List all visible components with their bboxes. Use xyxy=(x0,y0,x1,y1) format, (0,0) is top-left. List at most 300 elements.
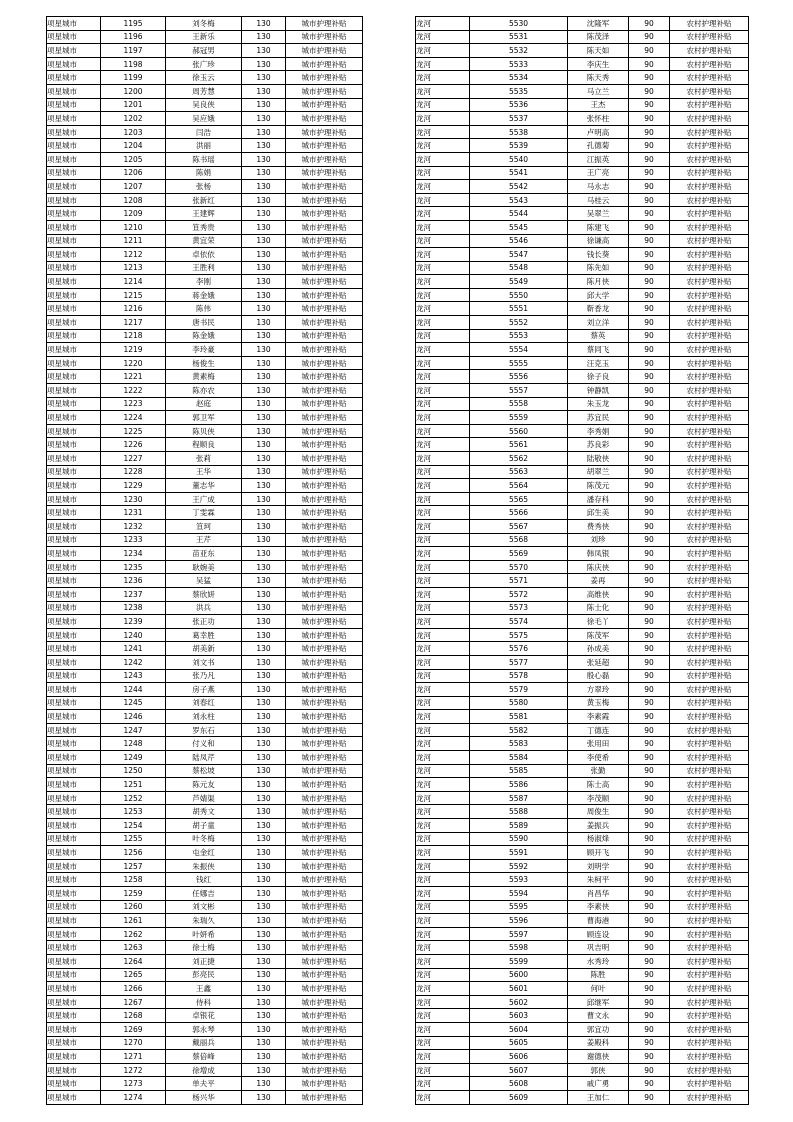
table-row xyxy=(47,452,363,466)
amount-cell: 90 xyxy=(629,655,670,669)
amount-cell: 90 xyxy=(629,479,670,493)
area-cell: 项星城市 xyxy=(47,819,101,833)
name-cell: 曹文永 xyxy=(568,1009,629,1023)
table-row xyxy=(47,778,363,792)
subsidy-type-cell: 城市护理补贴 xyxy=(286,615,363,629)
subsidy-type-cell: 城市护理补贴 xyxy=(286,207,363,221)
area-cell: 龙河 xyxy=(416,452,470,466)
area-cell: 项星城市 xyxy=(47,968,101,982)
number-cell: 5603 xyxy=(470,1009,568,1023)
table-row xyxy=(47,98,363,112)
area-cell: 龙河 xyxy=(416,220,470,234)
table-row xyxy=(416,696,749,710)
name-cell: 朱玉龙 xyxy=(568,397,629,411)
subsidy-type-cell: 城市护理补贴 xyxy=(286,669,363,683)
number-cell: 5582 xyxy=(470,723,568,737)
subsidy-type-cell: 农村护理补贴 xyxy=(670,166,749,180)
amount-cell: 90 xyxy=(629,710,670,724)
amount-cell: 130 xyxy=(242,560,286,574)
area-cell: 项星城市 xyxy=(47,1063,101,1077)
number-cell: 1274 xyxy=(101,1090,166,1104)
subsidy-type-cell: 农村护理补贴 xyxy=(670,316,749,330)
area-cell: 龙河 xyxy=(416,71,470,85)
amount-cell: 130 xyxy=(242,805,286,819)
number-cell: 5562 xyxy=(470,452,568,466)
table-row xyxy=(416,275,749,289)
amount-cell: 90 xyxy=(629,642,670,656)
amount-cell: 130 xyxy=(242,615,286,629)
amount-cell: 90 xyxy=(629,628,670,642)
table-row xyxy=(416,954,749,968)
subsidy-type-cell: 城市护理补贴 xyxy=(286,968,363,982)
number-cell: 1272 xyxy=(101,1063,166,1077)
table-row xyxy=(47,873,363,887)
area-cell: 龙河 xyxy=(416,587,470,601)
table-row xyxy=(416,710,749,724)
table-row xyxy=(47,628,363,642)
name-cell: 徐玉云 xyxy=(166,71,242,85)
table-row xyxy=(416,125,749,139)
amount-cell: 130 xyxy=(242,819,286,833)
amount-cell: 90 xyxy=(629,819,670,833)
subsidy-type-cell: 农村护理补贴 xyxy=(670,968,749,982)
amount-cell: 130 xyxy=(242,547,286,561)
number-cell: 5597 xyxy=(470,927,568,941)
name-cell: 罗东石 xyxy=(166,723,242,737)
area-cell: 龙河 xyxy=(416,710,470,724)
number-cell: 1206 xyxy=(101,166,166,180)
amount-cell: 90 xyxy=(629,832,670,846)
table-row xyxy=(47,479,363,493)
area-cell: 龙河 xyxy=(416,492,470,506)
name-cell: 李素侠 xyxy=(568,900,629,914)
subsidy-type-cell: 农村护理补贴 xyxy=(670,655,749,669)
area-cell: 龙河 xyxy=(416,533,470,547)
table-row xyxy=(47,438,363,452)
amount-cell: 90 xyxy=(629,384,670,398)
area-cell: 龙河 xyxy=(416,180,470,194)
area-cell: 龙河 xyxy=(416,112,470,126)
name-cell: 房子燕 xyxy=(166,683,242,697)
subsidy-type-cell: 城市护理补贴 xyxy=(286,954,363,968)
table-row xyxy=(47,1050,363,1064)
subsidy-type-cell: 城市护理补贴 xyxy=(286,819,363,833)
subsidy-type-cell: 农村护理补贴 xyxy=(670,710,749,724)
amount-cell: 130 xyxy=(242,751,286,765)
name-cell: 屯金红 xyxy=(166,846,242,860)
number-cell: 1198 xyxy=(101,57,166,71)
name-cell: 单夫平 xyxy=(166,1077,242,1091)
subsidy-type-cell: 农村护理补贴 xyxy=(670,492,749,506)
name-cell: 徐子良 xyxy=(568,370,629,384)
area-cell: 龙河 xyxy=(416,1063,470,1077)
number-cell: 1202 xyxy=(101,112,166,126)
number-cell: 1259 xyxy=(101,887,166,901)
table-row xyxy=(416,751,749,765)
table-row xyxy=(416,1050,749,1064)
name-cell: 胡美新 xyxy=(166,642,242,656)
name-cell: 张广珍 xyxy=(166,57,242,71)
number-cell: 1247 xyxy=(101,723,166,737)
amount-cell: 90 xyxy=(629,1022,670,1036)
area-cell: 龙河 xyxy=(416,547,470,561)
table-row xyxy=(47,560,363,574)
amount-cell: 90 xyxy=(629,696,670,710)
subsidy-type-cell: 城市护理补贴 xyxy=(286,492,363,506)
table-row xyxy=(416,492,749,506)
amount-cell: 90 xyxy=(629,900,670,914)
table-row xyxy=(416,819,749,833)
subsidy-type-cell: 城市护理补贴 xyxy=(286,1036,363,1050)
name-cell: 刘明学 xyxy=(568,859,629,873)
table-row xyxy=(47,30,363,44)
table-row xyxy=(47,384,363,398)
number-cell: 1208 xyxy=(101,193,166,207)
subsidy-type-cell: 农村护理补贴 xyxy=(670,1090,749,1104)
subsidy-type-cell: 农村护理补贴 xyxy=(670,465,749,479)
area-cell: 龙河 xyxy=(416,819,470,833)
name-cell: 丁德连 xyxy=(568,723,629,737)
name-cell: 张怀柱 xyxy=(568,112,629,126)
number-cell: 1215 xyxy=(101,288,166,302)
amount-cell: 90 xyxy=(629,17,670,31)
area-cell: 项星城市 xyxy=(47,683,101,697)
name-cell: 苏良彩 xyxy=(568,438,629,452)
number-cell: 5576 xyxy=(470,642,568,656)
area-cell: 项星城市 xyxy=(47,560,101,574)
subsidy-type-cell: 农村护理补贴 xyxy=(670,343,749,357)
number-cell: 5532 xyxy=(470,44,568,58)
amount-cell: 130 xyxy=(242,900,286,914)
area-cell: 项星城市 xyxy=(47,615,101,629)
number-cell: 5558 xyxy=(470,397,568,411)
subsidy-type-cell: 农村护理补贴 xyxy=(670,778,749,792)
table-row xyxy=(416,574,749,588)
table-row xyxy=(47,84,363,98)
amount-cell: 90 xyxy=(629,751,670,765)
amount-cell: 90 xyxy=(629,261,670,275)
name-cell: 靳香龙 xyxy=(568,302,629,316)
amount-cell: 130 xyxy=(242,17,286,31)
subsidy-type-cell: 农村护理补贴 xyxy=(670,751,749,765)
area-cell: 龙河 xyxy=(416,968,470,982)
subsidy-type-cell: 城市护理补贴 xyxy=(286,57,363,71)
subsidy-type-cell: 城市护理补贴 xyxy=(286,84,363,98)
subsidy-type-cell: 农村护理补贴 xyxy=(670,1077,749,1091)
name-cell: 苏宜民 xyxy=(568,411,629,425)
area-cell: 龙河 xyxy=(416,17,470,31)
number-cell: 5573 xyxy=(470,601,568,615)
table-row xyxy=(47,846,363,860)
amount-cell: 130 xyxy=(242,98,286,112)
subsidy-type-cell: 农村护理补贴 xyxy=(670,275,749,289)
table-row xyxy=(47,1009,363,1023)
number-cell: 5586 xyxy=(470,778,568,792)
name-cell: 曹海港 xyxy=(568,914,629,928)
subsidy-type-cell: 城市护理补贴 xyxy=(286,533,363,547)
subsidy-type-cell: 城市护理补贴 xyxy=(286,1050,363,1064)
number-cell: 5535 xyxy=(470,84,568,98)
number-cell: 1256 xyxy=(101,846,166,860)
name-cell: 苗亚东 xyxy=(166,547,242,561)
subsidy-type-cell: 城市护理补贴 xyxy=(286,152,363,166)
area-cell: 项星城市 xyxy=(47,343,101,357)
table-row xyxy=(416,968,749,982)
subsidy-type-cell: 城市护理补贴 xyxy=(286,220,363,234)
amount-cell: 130 xyxy=(242,44,286,58)
table-row xyxy=(416,316,749,330)
area-cell: 项星城市 xyxy=(47,465,101,479)
number-cell: 5566 xyxy=(470,506,568,520)
number-cell: 5563 xyxy=(470,465,568,479)
table-row xyxy=(416,44,749,58)
subsidy-type-cell: 农村护理补贴 xyxy=(670,601,749,615)
name-cell: 马桂云 xyxy=(568,193,629,207)
subsidy-type-cell: 农村护理补贴 xyxy=(670,533,749,547)
table-row xyxy=(416,927,749,941)
number-cell: 5542 xyxy=(470,180,568,194)
area-cell: 项星城市 xyxy=(47,914,101,928)
amount-cell: 90 xyxy=(629,71,670,85)
amount-cell: 90 xyxy=(629,329,670,343)
number-cell: 5604 xyxy=(470,1022,568,1036)
table-row xyxy=(47,44,363,58)
number-cell: 1249 xyxy=(101,751,166,765)
area-cell: 龙河 xyxy=(416,764,470,778)
subsidy-type-cell: 农村护理补贴 xyxy=(670,1036,749,1050)
table-row xyxy=(47,751,363,765)
area-cell: 龙河 xyxy=(416,982,470,996)
area-cell: 项星城市 xyxy=(47,764,101,778)
table-row xyxy=(416,166,749,180)
number-cell: 5538 xyxy=(470,125,568,139)
amount-cell: 130 xyxy=(242,139,286,153)
subsidy-type-cell: 城市护理补贴 xyxy=(286,1022,363,1036)
area-cell: 项星城市 xyxy=(47,954,101,968)
number-cell: 5581 xyxy=(470,710,568,724)
name-cell: 巩吉明 xyxy=(568,941,629,955)
amount-cell: 130 xyxy=(242,791,286,805)
area-cell: 项星城市 xyxy=(47,628,101,642)
number-cell: 1232 xyxy=(101,519,166,533)
table-row xyxy=(416,261,749,275)
amount-cell: 130 xyxy=(242,1050,286,1064)
number-cell: 5587 xyxy=(470,791,568,805)
area-cell: 龙河 xyxy=(416,57,470,71)
number-cell: 1205 xyxy=(101,152,166,166)
number-cell: 1197 xyxy=(101,44,166,58)
name-cell: 蒋金娥 xyxy=(166,288,242,302)
number-cell: 5560 xyxy=(470,424,568,438)
area-cell: 项星城市 xyxy=(47,316,101,330)
area-cell: 龙河 xyxy=(416,275,470,289)
amount-cell: 130 xyxy=(242,628,286,642)
subsidy-type-cell: 城市护理补贴 xyxy=(286,234,363,248)
number-cell: 1252 xyxy=(101,791,166,805)
table-row xyxy=(47,370,363,384)
amount-cell: 130 xyxy=(242,696,286,710)
name-cell: 孙成美 xyxy=(568,642,629,656)
subsidy-type-cell: 城市护理补贴 xyxy=(286,370,363,384)
name-cell: 陈月侠 xyxy=(568,275,629,289)
number-cell: 1271 xyxy=(101,1050,166,1064)
number-cell: 5588 xyxy=(470,805,568,819)
subsidy-type-cell: 农村护理补贴 xyxy=(670,859,749,873)
number-cell: 1231 xyxy=(101,506,166,520)
name-cell: 何叶 xyxy=(568,982,629,996)
name-cell: 陈先如 xyxy=(568,261,629,275)
number-cell: 1237 xyxy=(101,587,166,601)
name-cell: 徐增成 xyxy=(166,1063,242,1077)
subsidy-type-cell: 城市护理补贴 xyxy=(286,995,363,1009)
amount-cell: 130 xyxy=(242,302,286,316)
name-cell: 吴翠兰 xyxy=(568,207,629,221)
area-cell: 项星城市 xyxy=(47,139,101,153)
amount-cell: 90 xyxy=(629,465,670,479)
area-cell: 龙河 xyxy=(416,914,470,928)
amount-cell: 90 xyxy=(629,859,670,873)
name-cell: 郝冠男 xyxy=(166,44,242,58)
amount-cell: 90 xyxy=(629,574,670,588)
name-cell: 杨兴华 xyxy=(166,1090,242,1104)
area-cell: 龙河 xyxy=(416,166,470,180)
name-cell: 汪克玉 xyxy=(568,356,629,370)
amount-cell: 130 xyxy=(242,778,286,792)
name-cell: 洪丽 xyxy=(166,139,242,153)
area-cell: 龙河 xyxy=(416,954,470,968)
name-cell: 卢明高 xyxy=(568,125,629,139)
table-row xyxy=(416,519,749,533)
area-cell: 龙河 xyxy=(416,791,470,805)
table-row xyxy=(47,533,363,547)
amount-cell: 130 xyxy=(242,1063,286,1077)
name-cell: 钱红 xyxy=(166,873,242,887)
subsidy-type-cell: 农村护理补贴 xyxy=(670,846,749,860)
name-cell: 张延超 xyxy=(568,655,629,669)
subsidy-type-cell: 农村护理补贴 xyxy=(670,125,749,139)
right-table-body xyxy=(416,17,749,1105)
table-row xyxy=(47,887,363,901)
number-cell: 1211 xyxy=(101,234,166,248)
area-cell: 龙河 xyxy=(416,207,470,221)
number-cell: 5568 xyxy=(470,533,568,547)
amount-cell: 130 xyxy=(242,452,286,466)
table-row xyxy=(416,139,749,153)
area-cell: 龙河 xyxy=(416,44,470,58)
area-cell: 项星城市 xyxy=(47,479,101,493)
area-cell: 项星城市 xyxy=(47,329,101,343)
name-cell: 王杰 xyxy=(568,98,629,112)
number-cell: 5551 xyxy=(470,302,568,316)
amount-cell: 90 xyxy=(629,397,670,411)
name-cell: 叶冬梅 xyxy=(166,832,242,846)
table-row xyxy=(416,411,749,425)
amount-cell: 130 xyxy=(242,316,286,330)
number-cell: 5599 xyxy=(470,954,568,968)
subsidy-type-cell: 农村护理补贴 xyxy=(670,900,749,914)
table-row xyxy=(416,669,749,683)
name-cell: 张勤 xyxy=(568,764,629,778)
subsidy-type-cell: 城市护理补贴 xyxy=(286,941,363,955)
amount-cell: 90 xyxy=(629,1090,670,1104)
subsidy-type-cell: 城市护理补贴 xyxy=(286,601,363,615)
subsidy-type-cell: 城市护理补贴 xyxy=(286,723,363,737)
name-cell: 芦婧渠 xyxy=(166,791,242,805)
number-cell: 5559 xyxy=(470,411,568,425)
number-cell: 5606 xyxy=(470,1050,568,1064)
amount-cell: 130 xyxy=(242,655,286,669)
subsidy-type-cell: 城市护理补贴 xyxy=(286,846,363,860)
subsidy-type-cell: 农村护理补贴 xyxy=(670,615,749,629)
amount-cell: 130 xyxy=(242,166,286,180)
subsidy-type-cell: 城市护理补贴 xyxy=(286,859,363,873)
area-cell: 龙河 xyxy=(416,397,470,411)
table-row xyxy=(416,452,749,466)
table-row xyxy=(416,370,749,384)
number-cell: 1229 xyxy=(101,479,166,493)
name-cell: 黄宜荣 xyxy=(166,234,242,248)
number-cell: 1210 xyxy=(101,220,166,234)
subsidy-type-cell: 城市护理补贴 xyxy=(286,329,363,343)
subsidy-type-cell: 农村护理补贴 xyxy=(670,587,749,601)
amount-cell: 90 xyxy=(629,180,670,194)
subsidy-type-cell: 农村护理补贴 xyxy=(670,506,749,520)
number-cell: 1241 xyxy=(101,642,166,656)
table-row xyxy=(47,859,363,873)
amount-cell: 90 xyxy=(629,139,670,153)
name-cell: 葛幸胜 xyxy=(166,628,242,642)
amount-cell: 90 xyxy=(629,846,670,860)
subsidy-type-cell: 城市护理补贴 xyxy=(286,112,363,126)
subsidy-type-cell: 农村护理补贴 xyxy=(670,832,749,846)
table-row xyxy=(47,900,363,914)
table-row xyxy=(47,71,363,85)
number-cell: 5550 xyxy=(470,288,568,302)
amount-cell: 90 xyxy=(629,220,670,234)
name-cell: 李秀娟 xyxy=(568,424,629,438)
table-row xyxy=(47,982,363,996)
subsidy-type-cell: 农村护理补贴 xyxy=(670,112,749,126)
name-cell: 彭亮民 xyxy=(166,968,242,982)
amount-cell: 130 xyxy=(242,152,286,166)
amount-cell: 90 xyxy=(629,112,670,126)
area-cell: 项星城市 xyxy=(47,438,101,452)
name-cell: 王新乐 xyxy=(166,30,242,44)
number-cell: 1199 xyxy=(101,71,166,85)
name-cell: 张正功 xyxy=(166,615,242,629)
subsidy-type-cell: 城市护理补贴 xyxy=(286,887,363,901)
amount-cell: 90 xyxy=(629,533,670,547)
table-row xyxy=(47,601,363,615)
area-cell: 龙河 xyxy=(416,384,470,398)
subsidy-type-cell: 农村护理补贴 xyxy=(670,57,749,71)
number-cell: 1253 xyxy=(101,805,166,819)
name-cell: 顾连设 xyxy=(568,927,629,941)
subsidy-type-cell: 城市护理补贴 xyxy=(286,642,363,656)
area-cell: 项星城市 xyxy=(47,125,101,139)
name-cell: 张新红 xyxy=(166,193,242,207)
number-cell: 5577 xyxy=(470,655,568,669)
area-cell: 龙河 xyxy=(416,832,470,846)
area-cell: 项星城市 xyxy=(47,995,101,1009)
table-row xyxy=(416,71,749,85)
number-cell: 5572 xyxy=(470,587,568,601)
amount-cell: 90 xyxy=(629,370,670,384)
name-cell: 陈士化 xyxy=(568,601,629,615)
table-row xyxy=(47,1090,363,1104)
amount-cell: 90 xyxy=(629,248,670,262)
subsidy-type-cell: 城市护理补贴 xyxy=(286,1009,363,1023)
